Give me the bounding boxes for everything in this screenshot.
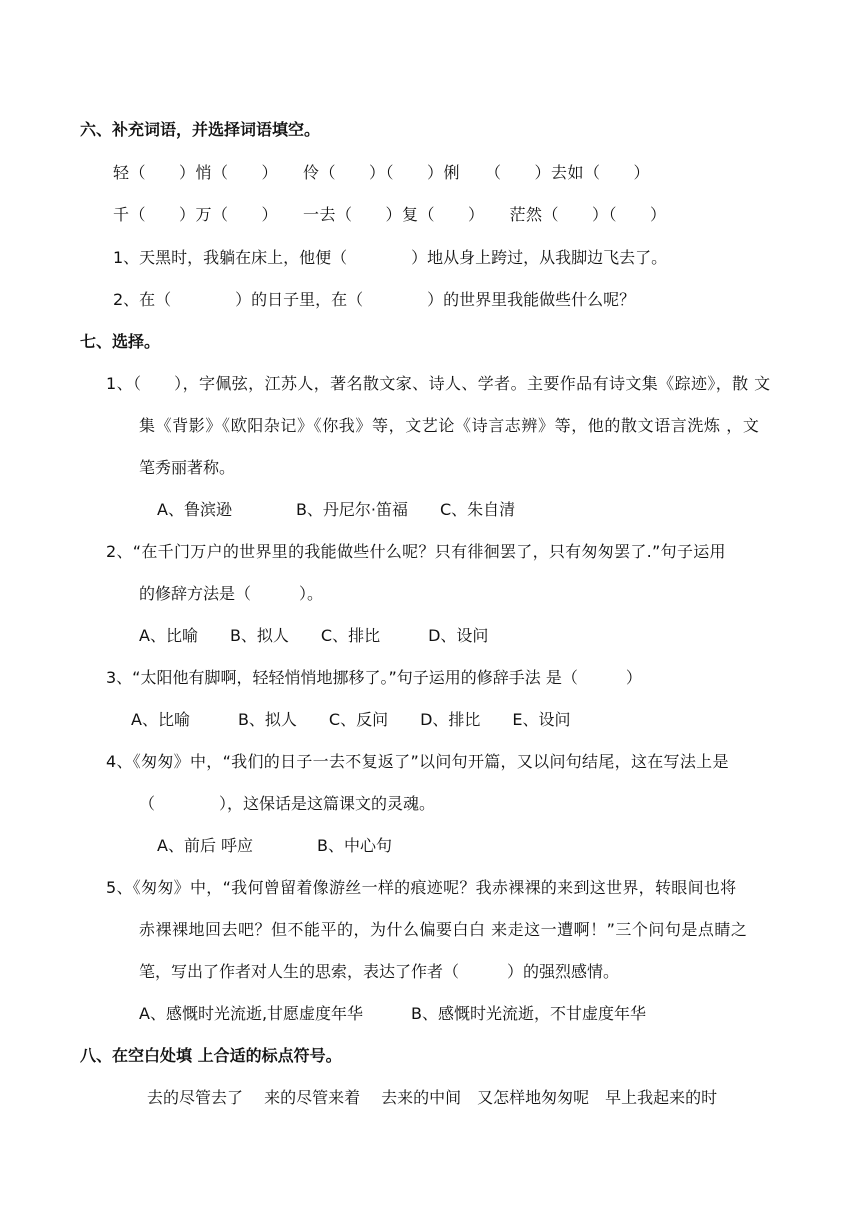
- section7-q2-line-2: 的修辞方法是（ ）。: [139, 584, 324, 603]
- section7-q3-line-1: 3、“太阳他有脚啊，轻轻悄悄地挪移了。”句子运用的修辞手法 是（ ）: [106, 668, 642, 687]
- section7-q5-line-1: 5、《匆匆》中，“我何曾留着像游丝一样的痕迹呢？我赤裸裸的来到这世界，转眼间也将: [106, 878, 737, 897]
- section6-heading: 六、补充词语，并选择词语填空。: [80, 120, 321, 139]
- section7-q1-options: A、鲁滨逊 B、丹尼尔·笛福 C、朱自清: [157, 500, 516, 519]
- section6-word-row-2: 千（ ）万（ ） 一去（ ）复（ ） 茫然（ ）（ ）: [113, 205, 667, 224]
- section7-q3-options: A、比喻 B、拟人 C、反问 D、排比 E、设问: [131, 710, 571, 729]
- section6-question-1: 1、天黑时，我躺在床上，他便（ ）地从身上跨过，从我脚边飞去了。: [113, 248, 668, 267]
- section8-heading: 八、在空白处填 上合适的标点符号。: [80, 1046, 342, 1065]
- section7-q2-line-1: 2、“在千门万户的世界里的我能做些什么呢？只有徘徊罢了，只有匆匆罢了.”句子运用: [106, 542, 726, 561]
- section6-question-2: 2、在（ ）的日子里，在（ ）的世界里我能做些什么呢？: [113, 290, 636, 309]
- section7-q5-line-2: 赤裸裸地回去吧？但不能平的，为什么偏要白白 来走这一遭啊！”三个问句是点睛之: [139, 920, 748, 939]
- section7-q1-line-3: 笔秀丽著称。: [139, 458, 236, 477]
- section7-q4-options: A、前后 呼应 B、中心句: [157, 836, 393, 855]
- section7-q5-line-3: 笔，写出了作者对人生的思索，表达了作者（ ）的强烈感情。: [139, 962, 620, 981]
- section7-q2-options: A、比喻 B、拟人 C、排比 D、设问: [139, 626, 489, 645]
- section7-q1-line-2: 集《背影》《欧阳杂记》《你我》等，文艺论《诗言志辨》等，他的散文语言洗炼 ，文: [139, 416, 760, 435]
- section7-heading: 七、选择。: [80, 332, 161, 351]
- section7-q4-line-1: 4、《匆匆》中，“我们的日子一去不复返了”以问句开篇，又以问句结尾，这在写法上是: [106, 752, 729, 771]
- section6-word-row-1: 轻（ ）悄（ ） 伶（ ）（ ）俐 （ ）去如（ ）: [113, 163, 651, 182]
- section8-passage: 去的尽管去了 来的尽管来着 去来的中间 又怎样地匆匆呢 早上我起来的时: [147, 1088, 718, 1107]
- section7-q5-options: A、感慨时光流逝,甘愿虚度年华 B、感慨时光流逝，不甘虚度年华: [139, 1004, 647, 1023]
- section7-q1-line-1: 1、（ ），字佩弦，江苏人，著名散文家、诗人、学者。主要作品有诗文集《踪迹》，散 文: [106, 374, 771, 393]
- section7-q4-line-2: （ ），这保话是这篇课文的灵魂。: [139, 794, 436, 813]
